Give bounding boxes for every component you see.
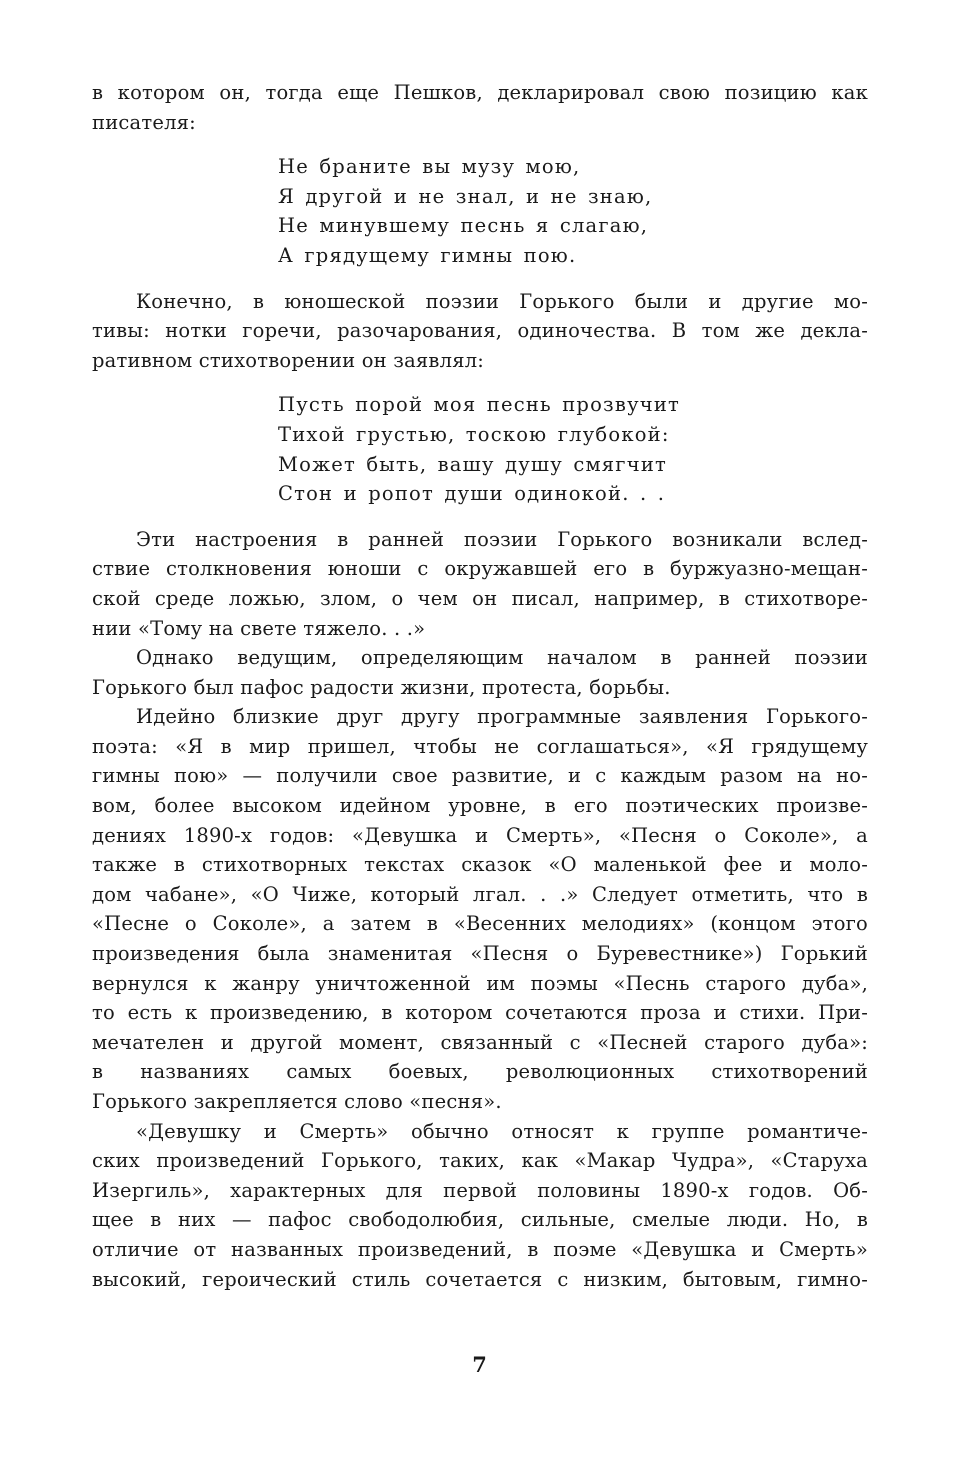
verse-line: Пусть порой моя песнь прозвучит [278,393,681,417]
paragraph-1 [92,78,868,137]
text-line: «Девушку и Смерть» обычно относят к группе романтиче- [136,1119,868,1143]
page-number: 7 [472,1352,487,1377]
paragraph-4 [92,643,868,702]
paragraph-5 [92,702,868,1116]
text-line: в котором он, тогда еще Пешков, декларировал свою позицию как [92,81,868,104]
verse-line: Не браните вы музу мою, [278,155,581,179]
page-body [92,78,868,1294]
text-line: также в стихотворных текстах сказок «О маленькой фее и моло- [92,853,868,877]
text-line: Горького был пафос радости жизни, протеста, борьбы. [92,675,671,699]
text-line: тивы: нотки горечи, разочарования, одиночества. В том же декла- [92,319,868,343]
text-line: Горького закрепляется слово «песня». [92,1090,502,1113]
verse-2 [278,390,868,508]
text-line: ской среде ложью, злом, о чем он писал, например, в стихотворе- [92,586,868,610]
text-line: отличие от названных произведений, в поэме «Девушка и Смерть» [92,1237,868,1261]
verse-line: Стон и ропот души одинокой. . . [278,482,666,506]
text-line: дениях 1890-х годов: «Девушка и Смерть», «Песня о Соколе», а [92,823,868,847]
text-line: поэта: «Я в мир пришел, чтобы не соглашаться», «Я грядущему [92,734,868,758]
text-line: высокий, героический стиль сочетается с низким, бытовым, гимно- [92,1267,868,1291]
verse-line: А грядущему гимны пою. [278,243,577,267]
text-line: щее в них — пафос свободолюбия, сильные, смелые люди. Но, в [92,1208,868,1232]
text-line: гимны пою» — получили свое развитие, и с каждым разом на но- [92,764,868,788]
text-line: в названиях самых боевых, революционных стихотворений [92,1060,868,1084]
text-line: ских произведений Горького, таких, как «Макар Чудра», «Старуха [92,1149,868,1173]
text-line: Идейно близкие друг другу программные заявления Горького- [136,705,868,729]
text-line: произведения была знаменитая «Песня о Буревестнике») Горький [92,942,868,966]
paragraph-2 [92,287,868,376]
text-line: писателя: [92,110,196,134]
text-line: вом, более высоком идейном уровне, в его поэтических произве- [92,794,868,818]
text-line: нии «Тому на свете тяжело. . .» [92,616,426,640]
paragraph-6 [92,1117,868,1295]
paragraph-3 [92,525,868,643]
verse-line: Может быть, вашу душу смягчит [278,452,668,476]
text-line: вернулся к жанру уничтоженной им поэмы «Песнь старого дуба», [92,971,868,995]
text-line: Конечно, в юношеской поэзии Горького были и другие мо- [136,289,868,313]
text-line: ствие столкновения юноши с окружавшей его в буржуазно-мещан- [92,557,868,581]
text-line: ративном стихотворении он заявлял: [92,348,485,372]
verse-line: Тихой грустью, тоскою глубокой: [278,422,670,446]
text-line: Эти настроения в ранней поэзии Горького возникали вслед- [136,527,868,551]
text-line: Однако ведущим, определяющим началом в ранней поэзии [136,646,868,670]
text-line: «Песне о Соколе», а затем в «Весенних мелодиях» (концом этого [92,912,868,936]
verse-line: Не минувшему песнь я слагаю, [278,214,649,238]
verse-line: Я другой и не знал, и не знаю, [278,184,653,208]
text-line: дом чабане», «О Чиже, который лгал. . .» Следует отметить, что в [92,882,868,906]
text-line: то есть к произведению, в котором сочетаются проза и стихи. При- [92,1001,868,1025]
verse-1 [278,152,868,270]
text-line: Изергиль», характерных для первой половины 1890-х годов. Об- [92,1178,868,1202]
text-line: мечателен и другой момент, связанный с «Песней старого дуба»: [92,1030,868,1054]
